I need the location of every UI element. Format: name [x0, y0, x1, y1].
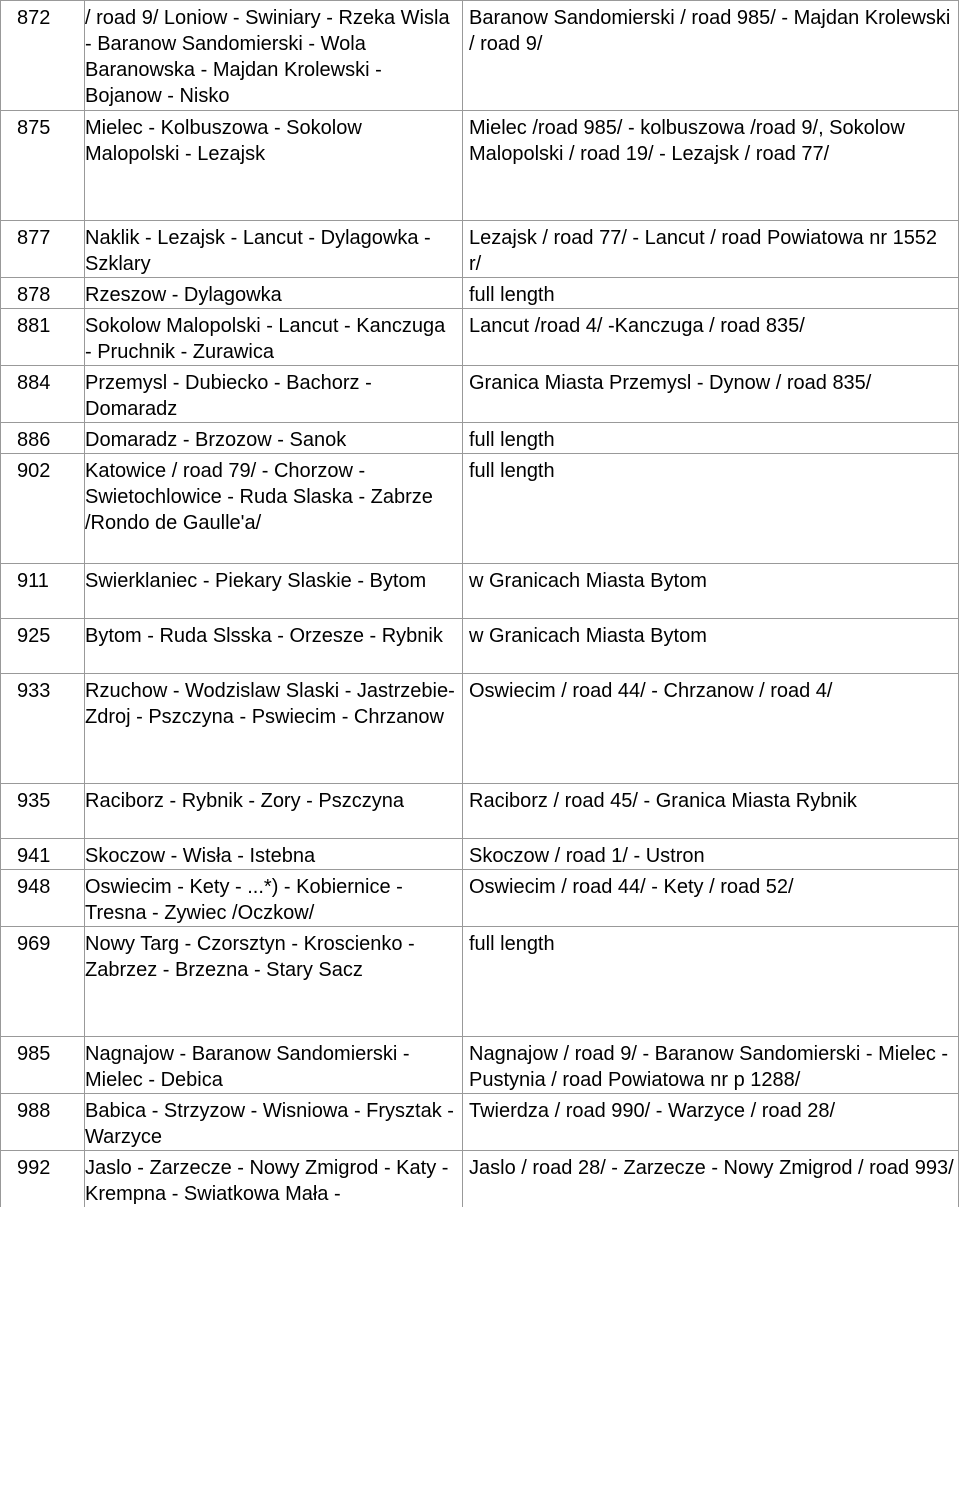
road-number: 985 — [1, 1037, 85, 1094]
road-section: full length — [463, 927, 959, 1037]
road-number: 941 — [1, 839, 85, 870]
table-row — [1, 111, 959, 221]
road-section: Lezajsk / road 77/ - Lancut / road Powiatowa nr 1552 r/ — [463, 221, 959, 278]
road-number: 992 — [1, 1151, 85, 1208]
road-number: 884 — [1, 366, 85, 423]
road-number: 872 — [1, 1, 85, 111]
road-number: 925 — [1, 619, 85, 674]
road-section: Nagnajow / road 9/ - Baranow Sandomierski - Mielec - Pustynia / road Powiatowa nr p 1288/ — [463, 1037, 959, 1094]
road-number: 948 — [1, 870, 85, 927]
table-row — [1, 1037, 959, 1094]
table-row — [1, 454, 959, 564]
road-number: 902 — [1, 454, 85, 564]
road-number: 969 — [1, 927, 85, 1037]
road-route: Rzeszow - Dylagowka — [85, 278, 463, 309]
road-number: 886 — [1, 423, 85, 454]
road-section: full length — [463, 423, 959, 454]
table-row — [1, 221, 959, 278]
road-number: 988 — [1, 1094, 85, 1151]
road-section: Oswiecim / road 44/ - Kety / road 52/ — [463, 870, 959, 927]
table-row — [1, 564, 959, 619]
road-route: Nowy Targ - Czorsztyn - Kroscienko - Zabrzez - Brzezna - Stary Sacz — [85, 927, 463, 1037]
table-row — [1, 278, 959, 309]
road-section: Mielec /road 985/ - kolbuszowa /road 9/, Sokolow Malopolski / road 19/ - Lezajsk / road 77/ — [463, 111, 959, 221]
road-section: Raciborz / road 45/ - Granica Miasta Rybnik — [463, 784, 959, 839]
road-route: Domaradz - Brzozow - Sanok — [85, 423, 463, 454]
road-route: Skoczow - Wisła - Istebna — [85, 839, 463, 870]
table-row — [1, 784, 959, 839]
table-row — [1, 423, 959, 454]
road-route: Oswiecim - Kety - ...*) - Kobiernice - Tresna - Zywiec /Oczkow/ — [85, 870, 463, 927]
road-section: w Granicach Miasta Bytom — [463, 564, 959, 619]
road-route: Sokolow Malopolski - Lancut - Kanczuga - Pruchnik - Zurawica — [85, 309, 463, 366]
road-number: 935 — [1, 784, 85, 839]
road-number: 875 — [1, 111, 85, 221]
road-route: Nagnajow - Baranow Sandomierski - Mielec - Debica — [85, 1037, 463, 1094]
table-row — [1, 927, 959, 1037]
road-section: full length — [463, 454, 959, 564]
road-section: Oswiecim / road 44/ - Chrzanow / road 4/ — [463, 674, 959, 784]
road-section: w Granicach Miasta Bytom — [463, 619, 959, 674]
table-row — [1, 309, 959, 366]
road-route: Babica - Strzyzow - Wisniowa - Frysztak - Warzyce — [85, 1094, 463, 1151]
road-number: 881 — [1, 309, 85, 366]
road-route: Mielec - Kolbuszowa - Sokolow Malopolski - Lezajsk — [85, 111, 463, 221]
road-section: Lancut /road 4/ -Kanczuga / road 835/ — [463, 309, 959, 366]
road-route: Jaslo - Zarzecze - Nowy Zmigrod - Katy - Krempna - Swiatkowa Mała - — [85, 1151, 463, 1208]
road-route: Swierklaniec - Piekary Slaskie - Bytom — [85, 564, 463, 619]
road-route: / road 9/ Loniow - Swiniary - Rzeka Wisla - Baranow Sandomierski - Wola Baranowska - Majdan Krolewski - Bojanow - Nisko — [85, 1, 463, 111]
road-route: Katowice / road 79/ - Chorzow - Swietochlowice - Ruda Slaska - Zabrze /Rondo de Gaulle'a/ — [85, 454, 463, 564]
road-route: Rzuchow - Wodzislaw Slaski - Jastrzebie-Zdroj - Pszczyna - Pswiecim - Chrzanow — [85, 674, 463, 784]
table-row — [1, 839, 959, 870]
road-route: Naklik - Lezajsk - Lancut - Dylagowka - Szklary — [85, 221, 463, 278]
road-route: Bytom - Ruda Slsska - Orzesze - Rybnik — [85, 619, 463, 674]
table-row — [1, 1, 959, 111]
table-row — [1, 366, 959, 423]
table-row — [1, 1151, 959, 1208]
table-row — [1, 674, 959, 784]
table-row — [1, 1094, 959, 1151]
road-section: Granica Miasta Przemysl - Dynow / road 835/ — [463, 366, 959, 423]
road-number: 877 — [1, 221, 85, 278]
road-route: Raciborz - Rybnik - Zory - Pszczyna — [85, 784, 463, 839]
table-row — [1, 870, 959, 927]
road-route: Przemysl - Dubiecko - Bachorz - Domaradz — [85, 366, 463, 423]
road-number: 911 — [1, 564, 85, 619]
table-row — [1, 619, 959, 674]
road-section: Skoczow / road 1/ - Ustron — [463, 839, 959, 870]
road-number: 933 — [1, 674, 85, 784]
road-section: Twierdza / road 990/ - Warzyce / road 28/ — [463, 1094, 959, 1151]
road-section: full length — [463, 278, 959, 309]
road-number: 878 — [1, 278, 85, 309]
road-section: Jaslo / road 28/ - Zarzecze - Nowy Zmigrod / road 993/ — [463, 1151, 959, 1208]
road-section: Baranow Sandomierski / road 985/ - Majdan Krolewski / road 9/ — [463, 1, 959, 111]
